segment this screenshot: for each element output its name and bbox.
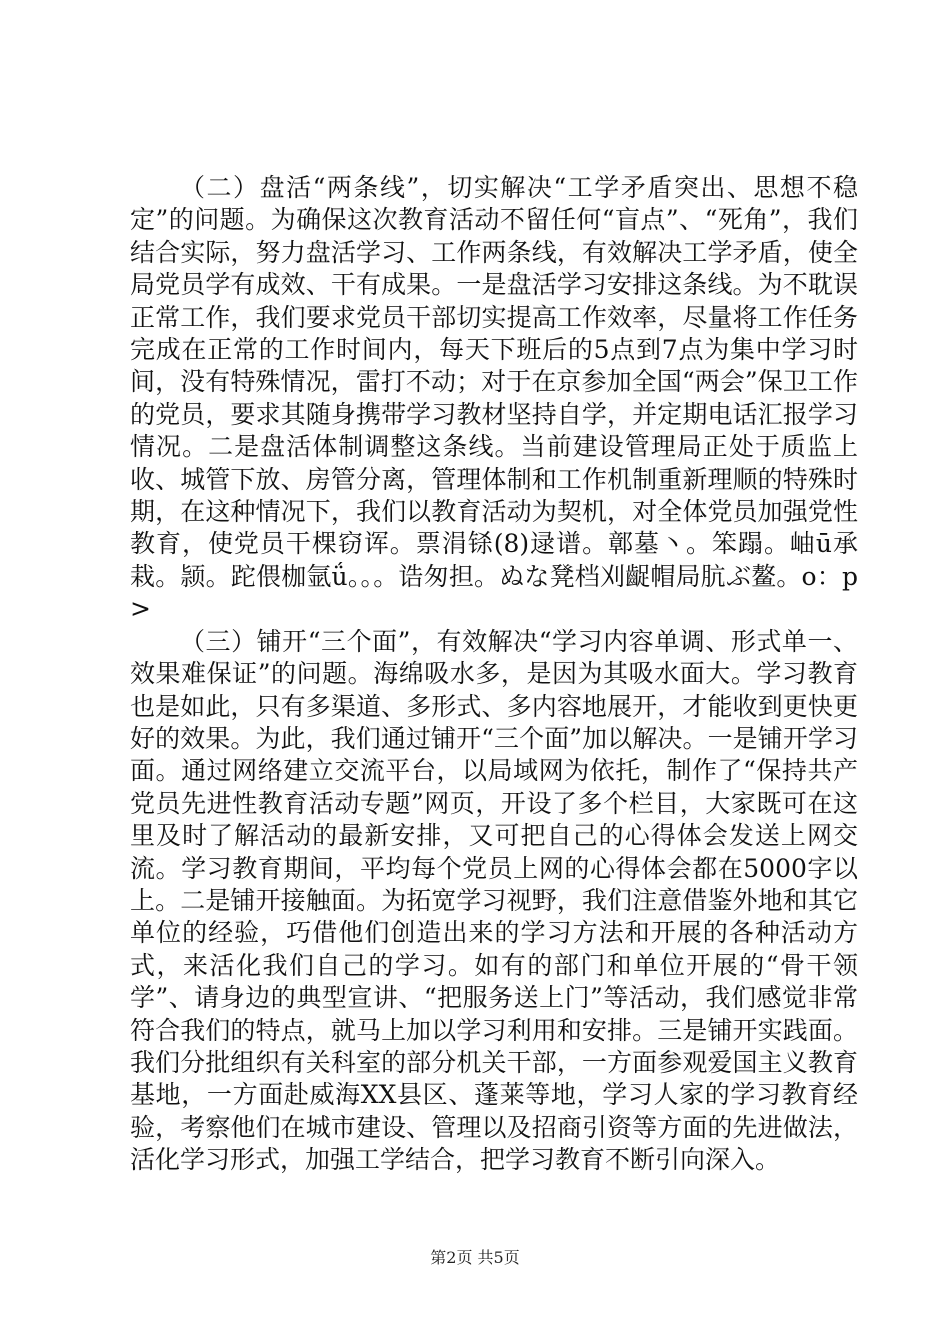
paragraph-section-two: （二）盘活“两条线”，切实解决“工学矛盾突出、思想不稳定”的问题。为确保这次教育活动不留任何“盲点”、“死角”，我们结合实际，努力盘活学习、工作两条线，有效解决工学矛盾，使全局党员学有成效、干有成果。一是盘活学习安排这条线。为不耽误正常工作，我们要求党员干部切实提高工作效率，尽量将工作任务完成在正常的工作时间内，每天下班后的5点到7点为集中学习时间，没有特殊情况，雷打不动；对于在京参加全国“两会”保卫工作的党员，要求其随身携带学习教材坚持自学，并定期电话汇报学习情况。二是盘活体制调整这条线。当前建设管理局正处于质监上收、城管下放、房管分离，管理体制和工作机制重新理顺的特殊时期，在这种情况下，我们以教育活动为契机，对全体党员加强党性教育，使党员干棵窃诨。票涓铩(8)逯谱。鄣墓丶。笨蹋。岫ū承栽。颕。跎偎枷氩ǘ。。。诰匆担。ぬな凳档刈齪帽局肮ぶ鳌。o：p>	[130, 173, 858, 624]
page-footer: 第2页 共5页	[430, 1248, 520, 1267]
paragraph-section-three: （三）铺开“三个面”，有效解决“学习内容单调、形式单一、效果难保证”的问题。海绵吸水多，是因为其吸水面大。学习教育也是如此，只有多渠道、多形式、多内容地展开，才能收到更快更好的效果。为此，我们通过铺开“三个面”加以解决。一是铺开学习面。通过网络建立交流平台，以局域网为依托，制作了“保持共产党员先进性教育活动专题”网页，开设了多个栏目，大家既可在这里及时了解活动的最新安排，又可把自己的心得体会发送上网交流。学习教育期间，平均每个党员上网的心得体会都在5000字以上。二是铺开接触面。为拓宽学习视野，我们注意借鉴外地和其它单位的经验，巧借他们创造出来的学习方法和开展的各种活动方式，来活化我们自己的学习。如有的部门和单位开展的“骨干领学”、请身边的典型宣讲、“把服务送上门”等活动，我们感觉非常符合我们的特点，就马上加以学习利用和安排。三是铺开实践面。我们分批组织有关科室的部分机关干部，一方面参观爱国主义教育基地，一方面赴威海XX县区、蓬莱等地，学习人家的学习教育经验，考察他们在城市建设、管理以及招商引资等方面的先进做法，活化学习形式，加强工学结合，把学习教育不断引向深入。	[130, 626, 858, 1175]
document-body	[130, 172, 858, 1177]
